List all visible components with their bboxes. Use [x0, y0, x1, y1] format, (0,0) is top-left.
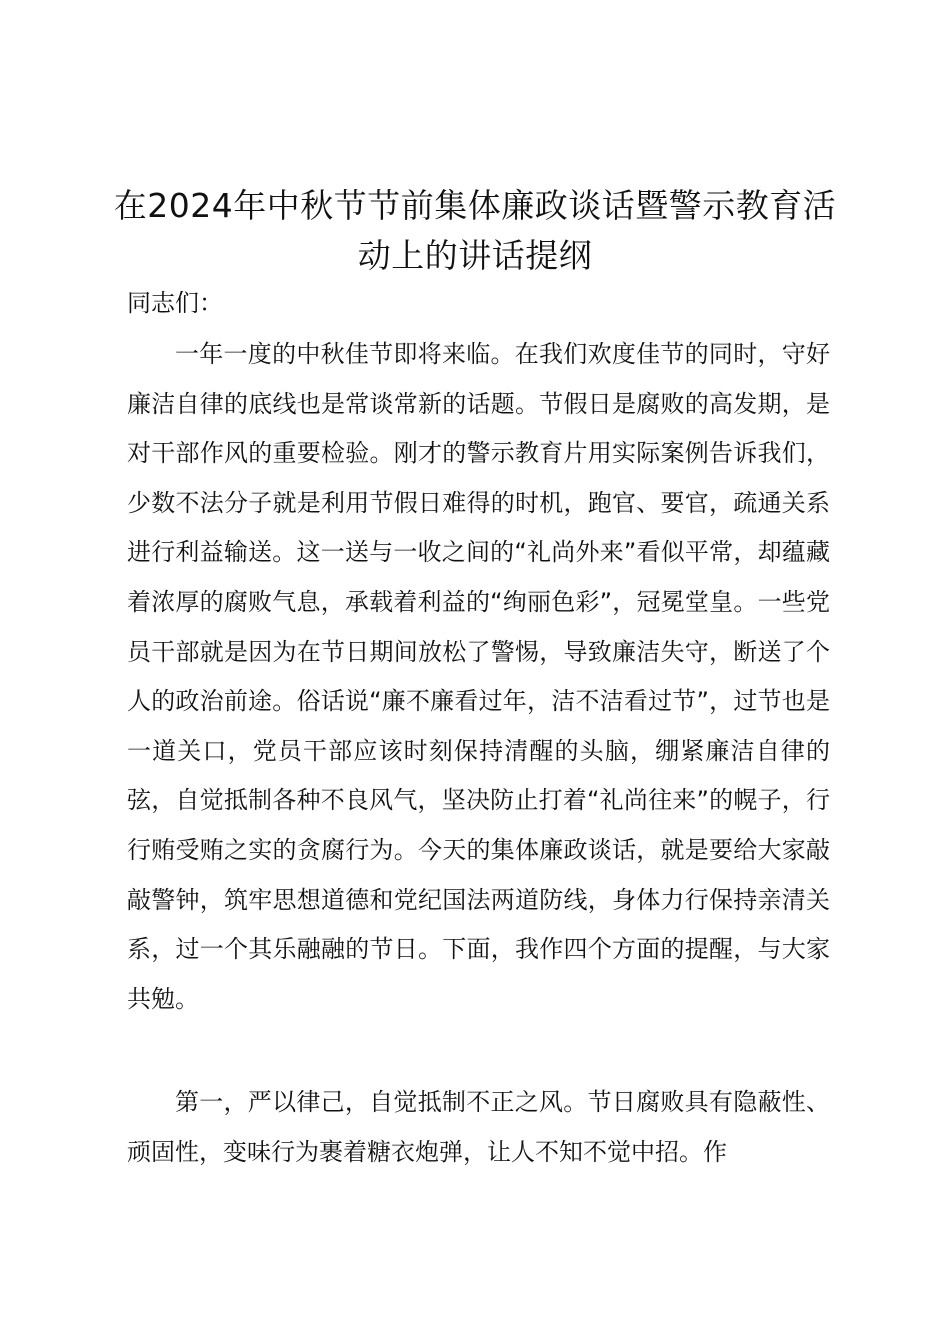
document-title: 在2024年中秋节节前集体廉政谈话暨警示教育活动上的讲话提纲: [113, 186, 837, 275]
paragraph-1: 一年一度的中秋佳节即将来临。在我们欢度佳节的同时，守好廉洁自律的底线也是常谈常新的话题。节假日是腐败的高发期，是对干部作风的重要检验。刚才的警示教育片用实际案例告诉我们，少数不法分子就是利用节假日难得的时机，跑官、要官，疏通关系进行利益输送。这一送与一收之间的“礼尚外来”看似平常，却蕴藏着浓厚的腐败气息，承载着利益的“绚丽色彩”，冠冕堂皇。一些党员干部就是因为在节日期间放松了警惕，导致廉洁失守，断送了个人的政治前途。俗话说“廉不廉看过年，洁不洁看过节”，过节也是一道关口，党员干部应该时刻保持清醒的头脑，绷紧廉洁自律的弦，自觉抵制各种不良风气，坚决防止打着“礼尚往来”的幌子，行行贿受贿之实的贪腐行为。今天的集体廉政谈话，就是要给大家敲敲警钟，筑牢思想道德和党纪国法两道防线，身体力行保持亲清关系，过一个其乐融融的节日。下面，我作四个方面的提醒，与大家共勉。: [127, 340, 830, 1013]
paragraph-2: 第一，严以律己，自觉抵制不正之风。节日腐败具有隐蔽性、顽固性，变味行为裹着糖衣炮弹，让人不知不觉中招。作: [127, 1088, 830, 1166]
salutation: 同志们：: [127, 289, 223, 317]
